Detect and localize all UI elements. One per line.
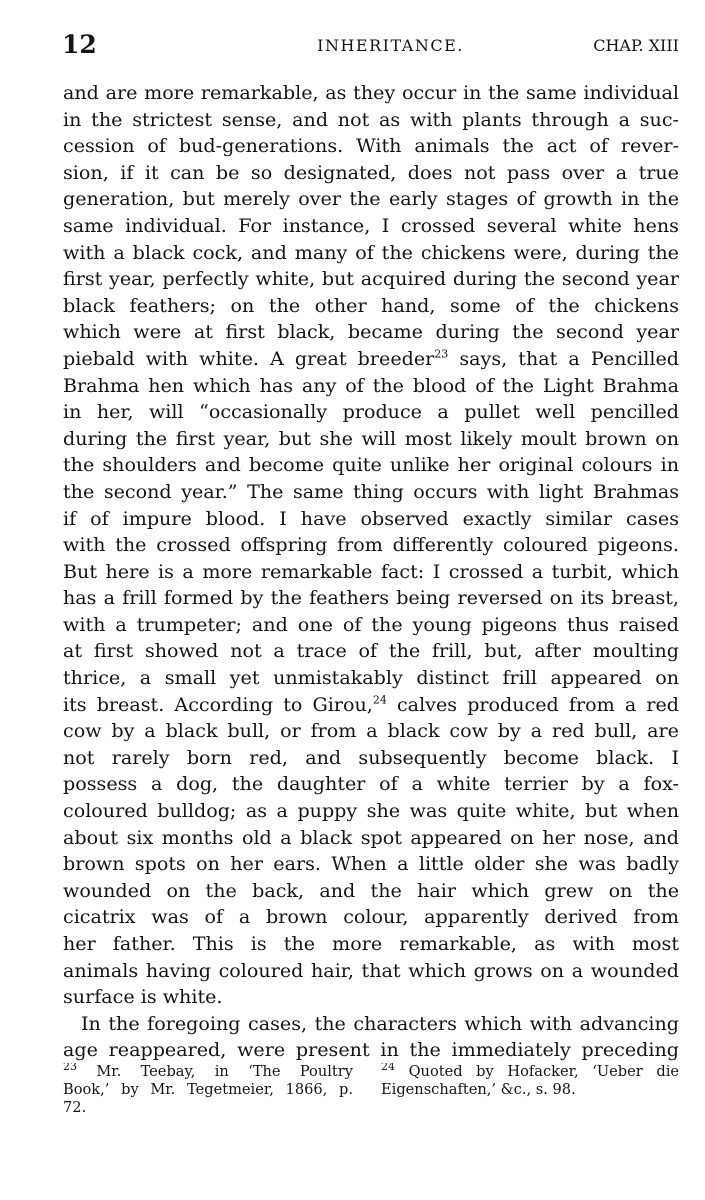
line-text: its breast. According to Girou, bbox=[63, 692, 373, 716]
text-line: Brahma hen which has any of the blood of the Light Brahma bbox=[63, 373, 679, 397]
text-line: brown spots on her ears. When a little older she was badly bbox=[63, 852, 679, 876]
footnote-line: Book,’ by Mr. Tegetmeier, 1866, p. bbox=[63, 1081, 353, 1098]
text-line: generation, but merely over the early stages of growth in the bbox=[63, 187, 679, 211]
text-line: the shoulders and become quite unlike her original colours in bbox=[63, 453, 679, 477]
text-line: But here is a more remarkable fact: I crossed a turbit, which bbox=[63, 559, 679, 583]
text-line bbox=[63, 346, 679, 373]
page-header bbox=[62, 30, 679, 60]
footnote-ref-24: 24 bbox=[372, 693, 387, 707]
text-line: black feathers; on the other hand, some of the chickens bbox=[63, 293, 679, 317]
text-line: about six months old a black spot appeared on her nose, and bbox=[63, 825, 679, 849]
text-line: cicatrix was of a brown colour, apparently derived from bbox=[63, 905, 679, 929]
footnote-23 bbox=[63, 1063, 353, 1117]
footnote-text: Quoted by Hofacker, ‘Ueber die bbox=[408, 1063, 679, 1080]
text-line: same individual. For instance, I crossed several white hens bbox=[63, 213, 679, 237]
footnote-line bbox=[381, 1063, 679, 1081]
footnote-mark: 24 bbox=[381, 1063, 395, 1074]
text-line: sion, if it can be so designated, does not pass over a true bbox=[63, 160, 679, 184]
text-line: surface is white. bbox=[63, 985, 223, 1009]
text-line: with a black cock, and many of the chickens were, during the bbox=[63, 240, 679, 264]
line-text: piebald with white. A great breeder bbox=[63, 346, 435, 370]
text-line: with the crossed offspring from differently coloured pigeons. bbox=[63, 533, 679, 557]
line-text: calves produced from a red bbox=[386, 692, 679, 716]
text-line: in her, will “occasionally produce a pullet well pencilled bbox=[63, 400, 679, 424]
text-line: during the first year, but she will most likely moult brown on bbox=[63, 426, 679, 450]
text-line: cession of bud-generations. With animals the act of rever- bbox=[63, 134, 679, 158]
text-line: not rarely born red, and subsequently become black. I bbox=[63, 745, 679, 769]
text-line: her father. This is the more remarkable, as with most bbox=[63, 932, 679, 955]
text-line: age reappeared, were present in the immediately preceding bbox=[63, 1038, 679, 1062]
text-line: if of impure blood. I have observed exactly similar cases bbox=[63, 506, 679, 530]
text-line: in the strictest sense, and not as with plants through a suc- bbox=[63, 107, 679, 131]
text-line: animals having coloured hair, that which grows on a wounded bbox=[63, 958, 679, 982]
footnote-line: Eigenschaften,’ &c., s. 98. bbox=[381, 1081, 576, 1098]
page-number: 12 bbox=[62, 30, 97, 59]
footnote-line: 72. bbox=[63, 1099, 87, 1116]
text-line: wounded on the back, and the hair which grew on the bbox=[63, 878, 679, 902]
text-line: with a trumpeter; and one of the young pigeons thus raised bbox=[63, 612, 679, 636]
line-text: says, that a Pencilled bbox=[448, 346, 679, 370]
text-line: cow by a black bull, or from a black cow by a red bull, are bbox=[63, 719, 679, 743]
text-line: In the foregoing cases, the characters which with advancing bbox=[81, 1011, 679, 1035]
text-line: at first showed not a trace of the frill, but, after moulting bbox=[63, 639, 679, 663]
footnote-24 bbox=[381, 1063, 679, 1099]
footnote-line bbox=[63, 1063, 353, 1081]
text-line: thrice, a small yet unmistakably distinct frill appeared on bbox=[63, 666, 679, 690]
chapter-label: CHAP. XIII bbox=[593, 36, 679, 55]
text-line: and are more remarkable, as they occur in the same individual bbox=[63, 81, 679, 104]
footnote-mark: 23 bbox=[63, 1063, 77, 1074]
text-line: the second year.” The same thing occurs with light Brahmas bbox=[63, 479, 679, 503]
running-title: INHERITANCE. bbox=[317, 36, 464, 55]
text-line: coloured bulldog; as a puppy she was quite white, but when bbox=[63, 799, 679, 823]
text-line bbox=[63, 692, 679, 719]
text-line: has a frill formed by the feathers being reversed on its breast, bbox=[63, 586, 679, 610]
footnote-text: Mr. Teebay, in ‘The Poultry bbox=[96, 1063, 353, 1080]
text-line: first year, perfectly white, but acquired during the second year bbox=[63, 267, 679, 291]
text-line: which were at first black, became during the second year bbox=[63, 320, 679, 344]
footnote-ref-23: 23 bbox=[434, 347, 449, 361]
text-line: possess a dog, the daughter of a white terrier by a fox- bbox=[63, 772, 679, 796]
body-text bbox=[63, 80, 679, 1064]
